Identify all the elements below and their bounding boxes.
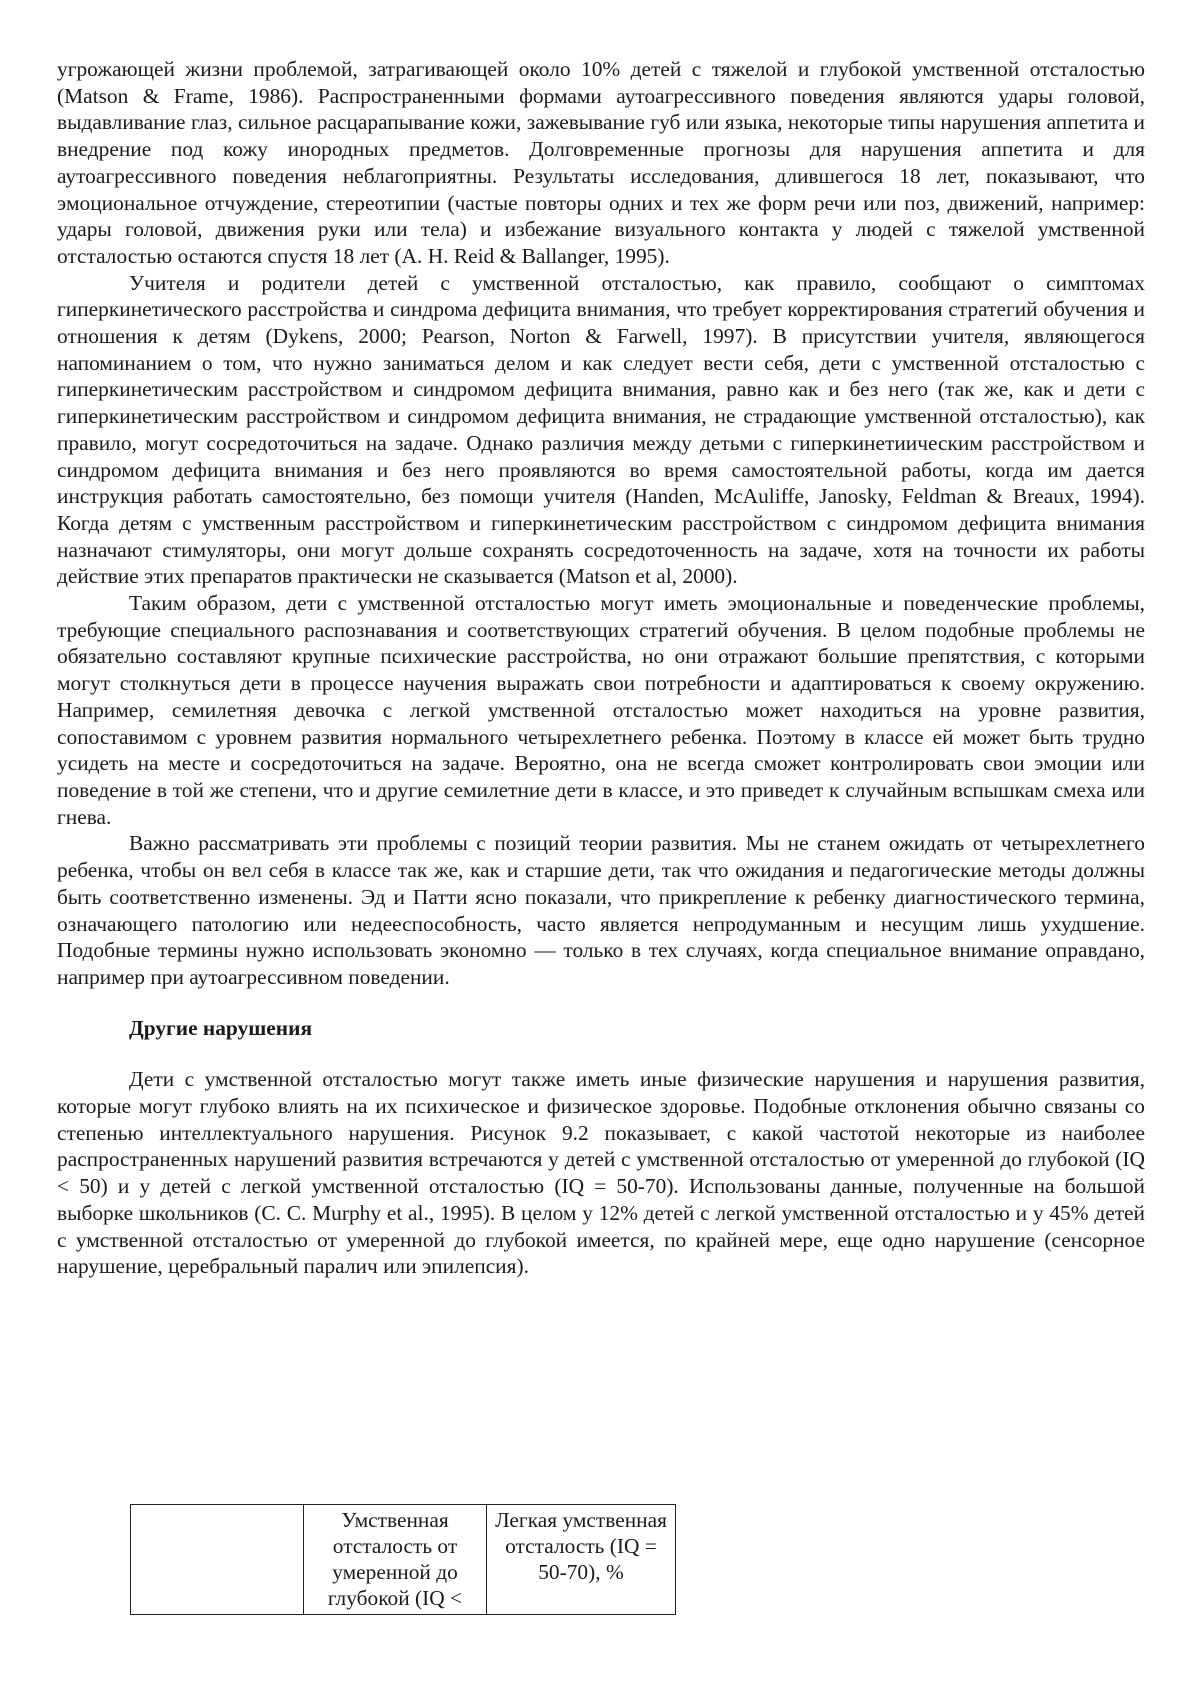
- table-header-blank: [131, 1505, 304, 1615]
- paragraph-other-disorders: Дети с умственной отсталостью могут также иметь иные физические нарушения и нарушения развития, которые могут глубоко влиять на их психическое и физическое здоровье. Подобные отклонения обычно связаны со степенью интеллектуального нарушения. Рисунок 9.2 показывает, с какой частотой некоторые из наиболее распространенных нарушений развития встречаются у детей с умственной отсталостью от умеренной до глубокой (IQ < 50) и у детей с легкой умственной отсталостью (IQ = 50-70). Использованы данные, полученные на большой выборке школьников (C. C. Murphy et al., 1995). В целом у 12% детей с легкой умственной отсталостью и у 45% детей с умственной отсталостью от умеренной до глубокой имеется, по крайней мере, еще одно нарушение (сенсорное нарушение, церебральный паралич или эпилепсия).: [57, 1067, 1145, 1279]
- section-heading: Другие нарушения: [129, 1015, 313, 1040]
- table-header-row: [131, 1505, 676, 1615]
- document-page: [57, 56, 1145, 1280]
- disorders-table: [130, 1504, 676, 1615]
- paragraph-aggression: угрожающей жизни проблемой, затрагивающей около 10% детей с тяжелой и глубокой умственной отсталостью (Matson & Frame, 1986). Распространенными формами аутоагрессивного поведения являются удары головой, выдавливание глаз, сильное расцарапывание кожи, зажевывание губ или языка, некоторые типы нарушения аппетита и внедрение под кожу инородных предметов. Долговременные прогнозы для нарушения аппетита и для аутоагрессивного поведения неблагоприятны. Результаты исследования, длившегося 18 лет, показывают, что эмоциональное отчуждение, стереотипии (частые повторы одних и тех же форм речи или поз, движений, например: удары головой, движения руки или тела) и избежание визуального контакта у людей с тяжелой умственной отсталостью остаются спустя 18 лет (A. H. Reid & Ballanger, 1995).: [57, 57, 1145, 268]
- data-table: [130, 1504, 676, 1615]
- paragraph-emotional-problems: Таким образом, дети с умственной отсталостью могут иметь эмоциональные и поведенческие проблемы, требующие специального распознавания и соответствующих стратегий обучения. В целом подобные проблемы не обязательно составляют крупные психические расстройства, но они отражают большие препятствия, с которыми могут столкнуться дети в процессе научения выражать свои потребности и адаптироваться к своему окружению. Например, семилетняя девочка с легкой умственной отсталостью может находиться на уровне развития, сопоставимом с уровнем развития нормального четырехлетнего ребенка. Поэтому в классе ей может быть трудно усидеть на месте и сосредоточиться на задаче. Вероятно, она не всегда сможет контролировать свои эмоции или поведение в той же степени, что и другие семилетние дети в классе, и это приведет к случайным вспышкам смеха или гнева.: [57, 591, 1145, 829]
- table-header-moderate-profound: Умственная отсталость от умеренной до глубокой (IQ <: [304, 1505, 487, 1615]
- paragraph-developmental-view: Важно рассматривать эти проблемы с позиций теории развития. Мы не станем ожидать от четырехлетнего ребенка, чтобы он вел себя в классе так же, как и старшие дети, так что ожидания и педагогические методы должны быть соответственно изменены. Эд и Патти ясно показали, что прикрепление к ребенку диагностического термина, означающего патологию или недееспособность, часто является непродуманным и несущим лишь ухудшение. Подобные термины нужно использовать экономно — только в тех случаях, когда специальное внимание оправдано, например при аутоагрессивном поведении.: [57, 831, 1145, 989]
- table-header-mild: Легкая умственная отсталость (IQ = 50-70), %: [487, 1505, 676, 1615]
- paragraph-hyperkinetic: Учителя и родители детей с умственной отсталостью, как правило, сообщают о симптомах гиперкинетического расстройства и синдрома дефицита внимания, что требует корректирования стратегий обучения и отношения к детям (Dykens, 2000; Pearson, Norton & Farwell, 1997). В присутствии учителя, являющегося напоминанием о том, что нужно заниматься делом и как следует вести себя, дети с умственной отсталостью с гиперкинетическим расстройством и синдромом дефицита внимания, равно как и без него (так же, как и дети с гиперкинетическим расстройством и синдромом дефицита внимания, не страдающие умственной отсталостью), как правило, могут сосредоточиться на задаче. Однако различия между детьми с гиперкинетиическим расстройством и синдромом дефицита внимания и без него проявляются во время самостоятельной работы, когда им дается инструкция работать самостоятельно, без помощи учителя (Handen, McAuliffe, Janosky, Feldman & Breaux, 1994). Когда детям с умственным расстройством и гиперкинетическим расстройством с синдромом дефицита внимания назначают стимуляторы, они могут дольше сохранять сосредоточенность на задаче, хотя на точности их работы действие этих препаратов практически не сказывается (Matson et al, 2000).: [57, 270, 1145, 589]
